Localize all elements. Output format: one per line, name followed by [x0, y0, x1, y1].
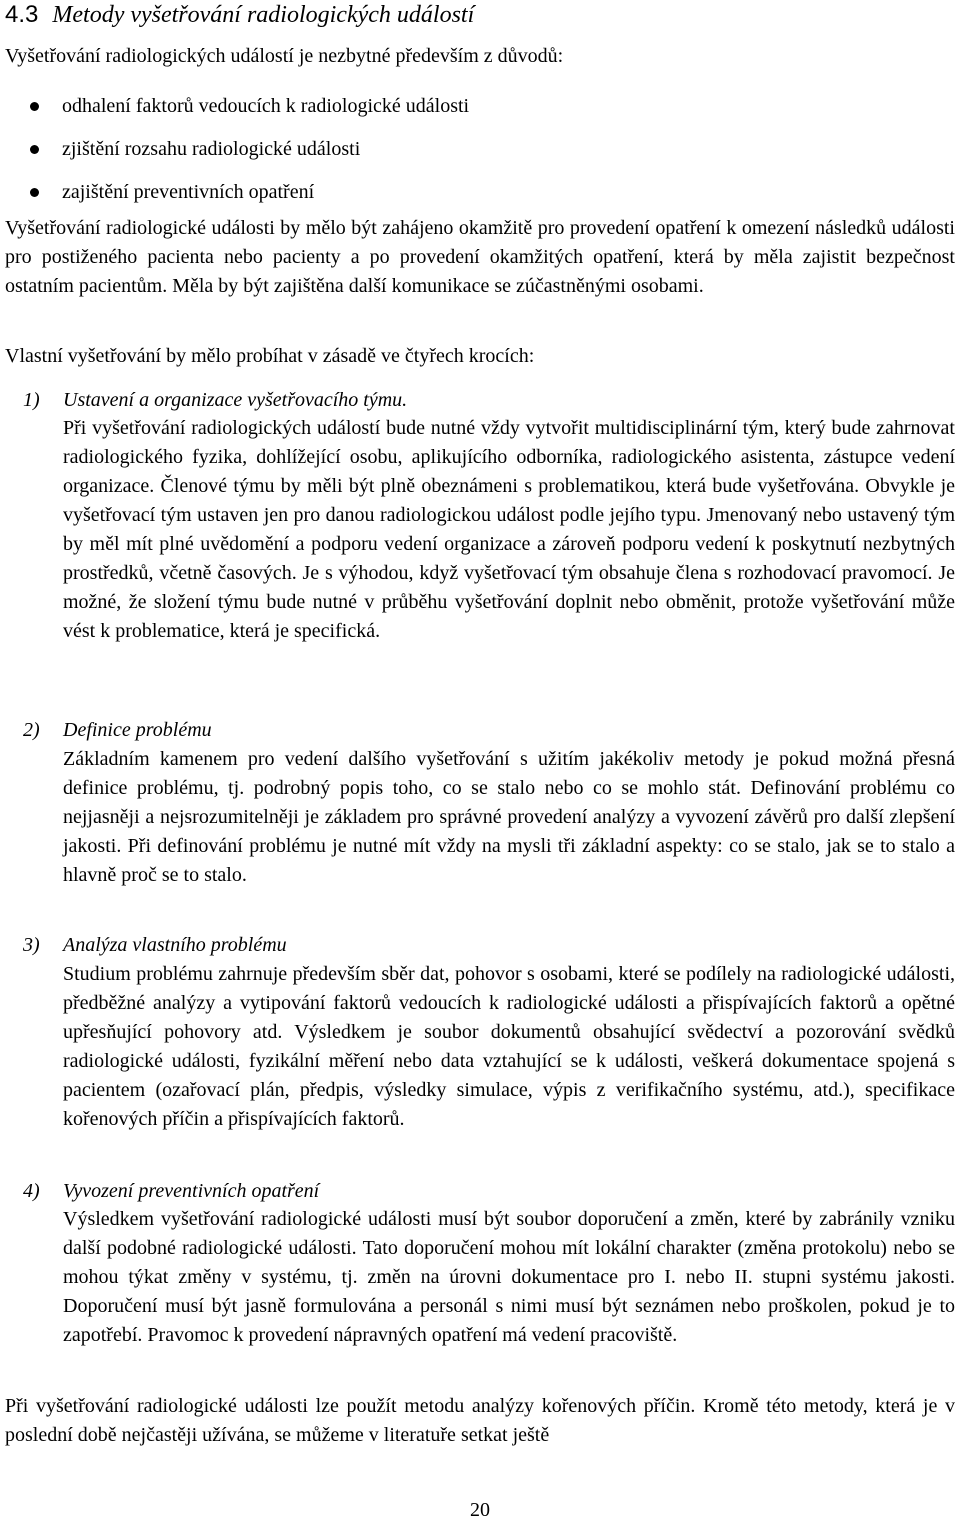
paragraph: Vyšetřování radiologické události by mělo být zahájeno okamžitě pro provedení opatření k omezení následků události pro postiženého pacienta nebo pacienty a po provedení okamžitých opatření, která by měla zajistit bezpečnost ostatním pacientům. Měla by být zajištěna další komunikace se zúčastněnými osobami.: [5, 217, 955, 297]
step-title: 4) Vyvození preventivních opatření: [23, 1177, 319, 1206]
step-number: 2): [23, 719, 40, 741]
step-title: 1) Ustavení a organizace vyšetřovacího týmu.: [23, 386, 407, 415]
bullet-icon: [30, 145, 39, 154]
step-number: 3): [23, 934, 40, 956]
section-heading: [5, 0, 474, 30]
bullet-icon: [30, 188, 39, 197]
section-title: Metody vyšetřování radiologických událostí: [52, 2, 475, 28]
step-body: Při vyšetřování radiologických událostí bude nutné vždy vytvořit multidisciplinární tým, který bude zahrnovat radiologického fyzika, dohlížející osobu, aplikujícího odborníka, radiologického asistenta, zástupce vedení organizace. Členové týmu by měli být plně obeznámeni s problematikou, která bude vyšetřována. Obvykle je vyšetřovací tým ustaven jen pro danou radiologickou událost podle jejího typu. Jmenovaný nebo ustavený tým by měl mít plné uvědomění a podporu vedení organizace a zároveň podporu vedení k poskytnutí nezbytných prostředků, včetně časových. Je s výhodou, když vyšetřovací tým obsahuje člena s rozhodovací pravomocí. Je možné, že složení týmu bude nutné v průběhu vyšetřování doplnit nebo obměnit, protože vyšetřování může vést k problematice, která je specifická.: [63, 417, 955, 642]
section-number: 4.3: [5, 1, 39, 28]
step-number: 1): [23, 389, 40, 411]
step-title: 3) Analýza vlastního problému: [23, 931, 287, 960]
reasons-list: [22, 85, 922, 214]
intro-text: Vyšetřování radiologických událostí je nezbytné především z důvodů:: [5, 45, 564, 67]
step-body: Základním kamenem pro vedení dalšího vyšetřování s užitím jakékoliv metody je pokud možná přesná definice problému, tj. podrobný popis toho, co se stalo nebo co se mohlo stát. Definování problému co nejjasněji a nejsrozumitelněji je základem pro správné provedení analýzy a vyvození závěrů pro další zlepšení jakosti. Při definování problému je nutné mít vždy na mysli tři základní aspekty: co se stalo, jak se to stalo a hlavně proč se to stalo.: [63, 748, 955, 886]
step-body: Výsledkem vyšetřování radiologické události musí být soubor doporučení a změn, které by zabránily vzniku další podobné radiologické události. Tato doporučení mohou mít lokální charakter (změna protokolu) nebo se mohou týkat změny v systému, tj. změn na úrovni dokumentace pro I. nebo II. stupni systému jakosti. Doporučení musí být jasně formulována a personál s nimi musí být seznámen nebo proškolen, pokud je to zapotřebí. Pravomoc k provedení nápravných opatření má vedení pracoviště.: [63, 1208, 955, 1346]
bullet-icon: [30, 102, 39, 111]
page-number: 20: [470, 1499, 490, 1521]
step-title: 2) Definice problému: [23, 716, 212, 745]
step-body: Studium problému zahrnuje především sběr dat, pohovor s osobami, které se podílely na radiologické události, předběžné analýzy a vytipování faktorů vedoucích k radiologické události a přispívajících faktorů a opětné upřesňující pohovory atd. Výsledkem je soubor dokumentů obsahující svědectví a pozorování svědků radiologické události, fyzikální měření nebo data vztahující se k události, veškerá dokumentace spojená s pacientem (ozařovací plán, předpis, výsledky simulace, výpis z verifikačního systému, atd.), specifikace kořenových příčin a přispívajících faktorů.: [63, 963, 955, 1130]
paragraph: Při vyšetřování radiologické události lze použít metodu analýzy kořenových příčin. Kromě této metody, která je v poslední době nejčastěji užívána, se můžeme v literatuře setkat ještě: [5, 1395, 955, 1446]
list-item: odhalení faktorů vedoucích k radiologické události: [22, 85, 922, 128]
list-item: zajištění preventivních opatření: [22, 171, 922, 214]
list-item: zjištění rozsahu radiologické události: [22, 128, 922, 171]
paragraph: Vlastní vyšetřování by mělo probíhat v zásadě ve čtyřech krocích:: [5, 345, 535, 367]
step-number: 4): [23, 1180, 40, 1202]
